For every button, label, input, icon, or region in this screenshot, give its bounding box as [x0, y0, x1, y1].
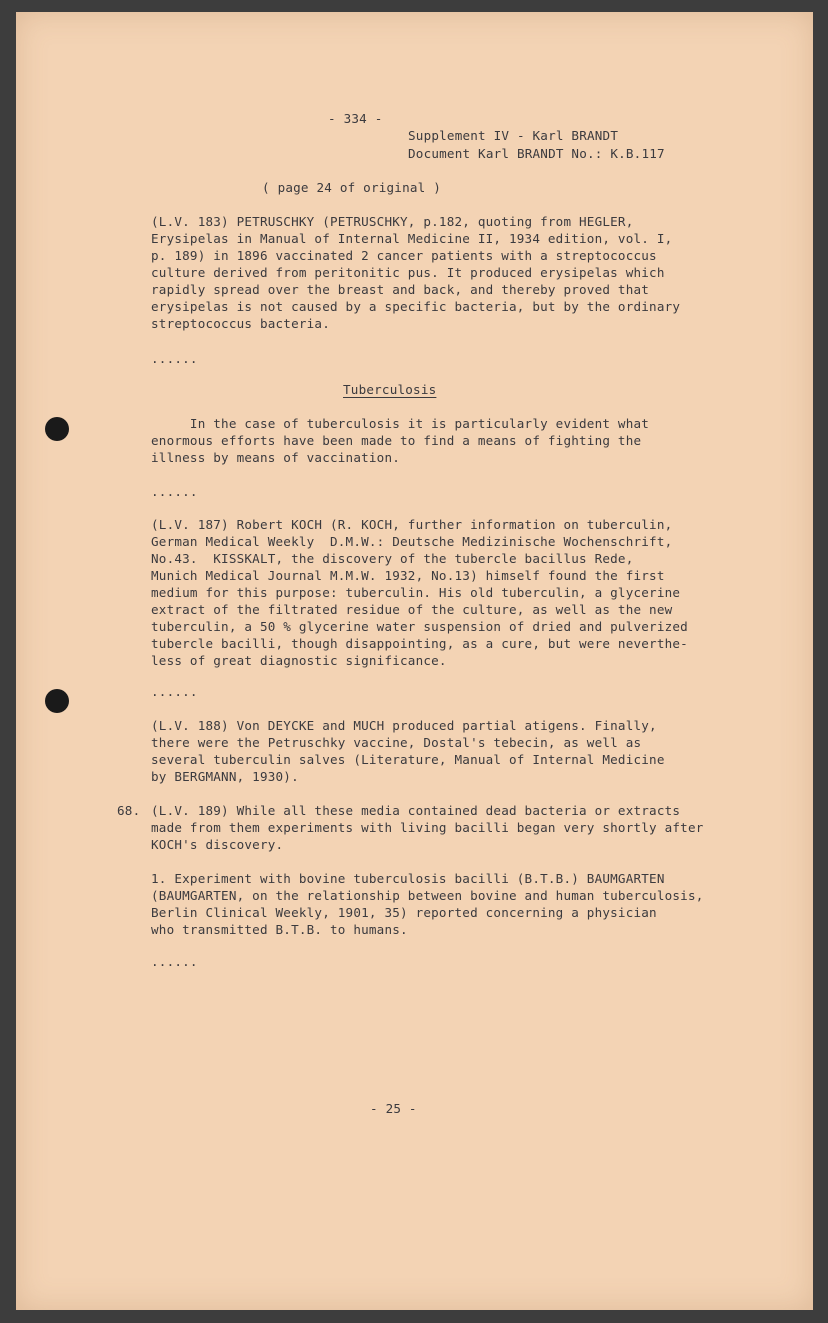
document-label: Document Karl BRANDT No.: K.B.117	[408, 146, 665, 161]
original-page-note: ( page 24 of original )	[262, 180, 441, 195]
paragraph-deycke-much: (L.V. 188) Von DEYCKE and MUCH produced partial atigens. Finally, there were the Petruschky vaccine, Dostal's tebecin, as well as several tuberculin salves (Literature, Manual of Internal Medicine by BERGMANN, 1930).	[151, 718, 665, 784]
paragraph-petruschky: (L.V. 183) PETRUSCHKY (PETRUSCHKY, p.182, quoting from HEGLER, Erysipelas in Manual of Internal Medicine II, 1934 edition, vol. I, p. 189) in 1896 vaccinated 2 cancer patients with a streptococcus culture derived from peritonitic pus. It produced erysipelas which rapidly spread over the breast and back, and thereby proved that erysipelas is not caused by a specific bacteria, but by the ordinary streptococcus bacteria.	[151, 214, 681, 331]
ellipsis-1: ......	[151, 351, 198, 366]
page-number-bottom: - 25 -	[370, 1101, 417, 1116]
paragraph-koch: (L.V. 187) Robert KOCH (R. KOCH, further information on tuberculin, German Medical Weekly D.M.W.: Deutsche Medizinische Wochenschrift, No.43. KISSKALT, the discovery of the tubercle bacillus Rede, Munich Medical Journal M.M.W. 1932, No.13) himself found the first medium for this purpose: tuberculin. His old tuberculin, a glycerine extract of the filtrated residue of the culture, as well as the new tuberculin, a 50 % glycerine water suspension of dried and pulverized tubercle bacilli, though disappointing, as a cure, but were neverthe- less of great diagnostic significance.	[151, 517, 688, 668]
page-number-top: - 334 -	[328, 111, 383, 126]
paragraph-bovine-experiment: 1. Experiment with bovine tuberculosis bacilli (B.T.B.) BAUMGARTEN (BAUMGARTEN, on the relationship between bovine and human tuberculosis, Berlin Clinical Weekly, 1901, 35) reported concerning a physician who transmitted B.T.B. to humans.	[151, 871, 704, 937]
punch-hole-lower	[45, 689, 69, 713]
ellipsis-3: ......	[151, 684, 198, 699]
ellipsis-4: ......	[151, 954, 198, 969]
paragraph-tuberculosis-intro: In the case of tuberculosis it is particularly evident what enormous efforts have been made to find a means of fighting the illness by means of vaccination.	[151, 416, 650, 465]
ellipsis-2: ......	[151, 484, 198, 499]
paragraph-number-68: 68.	[117, 803, 141, 818]
punch-hole-upper	[45, 417, 69, 441]
section-heading-tuberculosis: Tuberculosis	[343, 382, 437, 397]
document-page	[16, 12, 813, 1310]
paragraph-living-bacilli: (L.V. 189) While all these media contained dead bacteria or extracts made from them experiments with living bacilli began very shortly after KOCH's discovery.	[151, 803, 704, 852]
supplement-label: Supplement IV - Karl BRANDT	[408, 128, 619, 143]
